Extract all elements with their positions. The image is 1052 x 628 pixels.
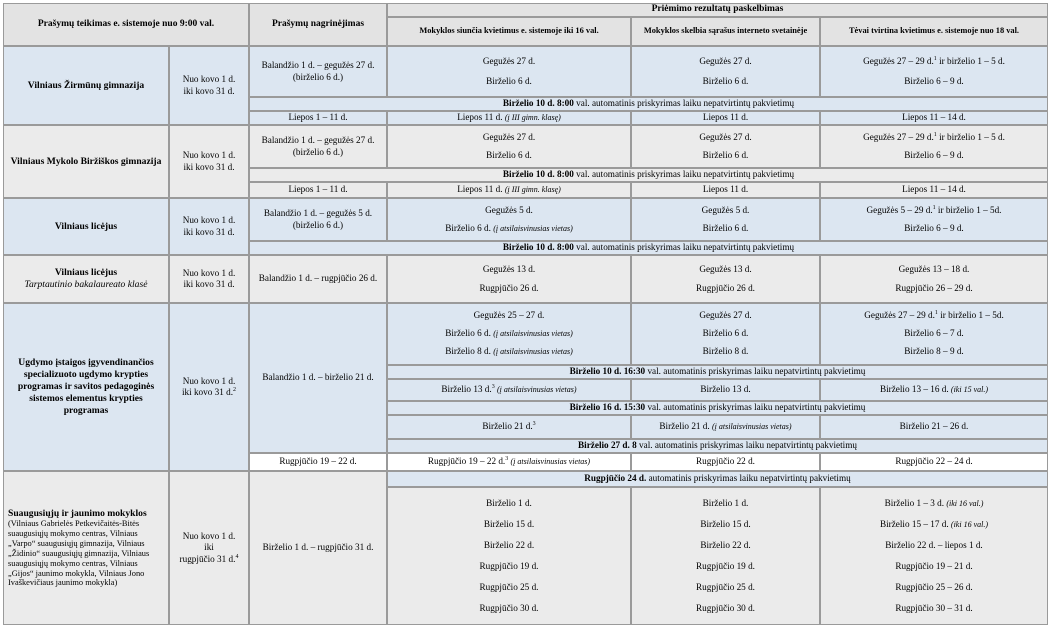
auto-assign-row: Birželio 10 d. 8:00 val. automatinis priskyrimas laiku nepatvirtintų pakvietimų (249, 168, 1048, 182)
school-birziskos: Vilniaus Mykolo Biržiškos gimnazija (3, 125, 169, 198)
school-licejus-ib: Vilniaus licėjus Tarptautinio bakalaureato klasė (3, 255, 169, 303)
specialized-aug-review: Rugpjūčio 19 – 22 d. (249, 453, 387, 471)
header-results-group: Priėmimo rezultatų paskelbimas (387, 3, 1048, 17)
birziskos-july-confirm: Liepos 11 – 14 d. (820, 182, 1048, 198)
licejus-confirm: Gegužės 5 – 29 d.$^1$ ir birželio 1 – 5d. Birželio 6 – 9 d. (820, 198, 1048, 241)
zirmunu-july-send: Liepos 11 d. (į III gimn. klasę) (387, 111, 631, 125)
zirmunu-july-review: Liepos 1 – 11 d. (249, 111, 387, 125)
specialized-send: Gegužės 25 – 27 d. Birželio 6 d. (į atsilaisvinusias vietas) Birželio 8 d. (į atsilaisvinusias vietas) (387, 303, 631, 365)
zirmunu-july-publish: Liepos 11 d. (631, 111, 820, 125)
header-submission: Prašymų teikimas e. sistemoje nuo 9:00 val. (3, 3, 249, 46)
birziskos-july-review: Liepos 1 – 11 d. (249, 182, 387, 198)
zirmunu-review: Balandžio 1 d. – gegužės 27 d. (birželio 6 d.) (249, 46, 387, 97)
header-review: Prašymų nagrinėjimas (249, 3, 387, 46)
school-zirmunu: Vilniaus Žirmūnų gimnazija (3, 46, 169, 125)
licejus-submit: Nuo kovo 1 d. iki kovo 31 d. (169, 198, 249, 255)
school-specialized: Ugdymo įstaigos įgyvendinančios specializuoto ugdymo krypties programas ir savitos pedagoginės sistemos elementus krypties programas (3, 303, 169, 471)
school-licejus: Vilniaus licėjus (3, 198, 169, 255)
birziskos-submit: Nuo kovo 1 d. iki kovo 31 d. (169, 125, 249, 198)
adult-publish: Birželio 1 d. Birželio 15 d. Birželio 22 d. Rugpjūčio 19 d. Rugpjūčio 25 d. Rugpjūčio 30 d. (631, 487, 820, 625)
licejus-review: Balandžio 1 d. – gegužės 5 d. (birželio 6 d.) (249, 198, 387, 241)
header-publish: Mokyklos skelbia sąrašus interneto svetainėje (631, 17, 820, 46)
ib-review: Balandžio 1 d. – rugpjūčio 26 d. (249, 255, 387, 303)
zirmunu-publish: Gegužės 27 d. Birželio 6 d. (631, 46, 820, 97)
specialized-confirm: Gegužės 27 – 29 d.$^1$ ir birželio 1 – 5d. Birželio 6 – 7 d. Birželio 8 – 9 d. (820, 303, 1048, 365)
specialized-submit: Nuo kovo 1 d. iki kovo 31 d.$^2$ (169, 303, 249, 471)
specialized-aug-publish: Rugpjūčio 22 d. (631, 453, 820, 471)
auto-assign-row: Birželio 16 d. 15:30 val. automatinis priskyrimas laiku nepatvirtintų pakvietimų (387, 401, 1048, 415)
ib-send: Gegužės 13 d. Rugpjūčio 26 d. (387, 255, 631, 303)
birziskos-send: Gegužės 27 d. Birželio 6 d. (387, 125, 631, 168)
school-adult: Suaugusiųjų ir jaunimo mokyklos (Vilniaus Gabrielės Petkevičaitės-Bitės suaugusiųjų mokymo centras, Vilniaus „Varpo“ suaugusiųjų gimnazija, Vilniaus „Židinio“ suaugusiųjų gimnazija, Vilniaus suaugusiųjų mokymo centras, Vilniaus „Gijos“ jaunimo mokykla, Vilniaus Jono Ivaškevičiaus jaunimo mokykla) (3, 471, 169, 625)
header-confirm: Tėvai tvirtina kvietimus e. sistemoje nuo 18 val. (820, 17, 1048, 46)
specialized-jun21-publish: Birželio 21 d. (į atsilaisvinusias vietas) (631, 415, 820, 439)
birziskos-july-send: Liepos 11 d. (į III gimn. klasę) (387, 182, 631, 198)
adult-send: Birželio 1 d. Birželio 15 d. Birželio 22 d. Rugpjūčio 19 d. Rugpjūčio 25 d. Rugpjūčio 30 d. (387, 487, 631, 625)
zirmunu-july-confirm: Liepos 11 – 14 d. (820, 111, 1048, 125)
adult-review: Birželio 1 d. – rugpjūčio 31 d. (249, 471, 387, 625)
licejus-publish: Gegužės 5 d. Birželio 6 d. (631, 198, 820, 241)
zirmunu-send: Gegužės 27 d. Birželio 6 d. (387, 46, 631, 97)
specialized-review: Balandžio 1 d. – birželio 21 d. (249, 303, 387, 453)
zirmunu-confirm: Gegužės 27 – 29 d.$^1$ ir birželio 1 – 5 d. Birželio 6 – 9 d. (820, 46, 1048, 97)
ib-publish: Gegužės 13 d. Rugpjūčio 26 d. (631, 255, 820, 303)
auto-assign-row: Birželio 10 d. 8:00 val. automatinis priskyrimas laiku nepatvirtintų pakvietimų (249, 241, 1048, 255)
specialized-jun13-confirm: Birželio 13 – 16 d. (iki 15 val.) (820, 379, 1048, 401)
birziskos-july-publish: Liepos 11 d. (631, 182, 820, 198)
birziskos-confirm: Gegužės 27 – 29 d.$^1$ ir birželio 1 – 5 d. Birželio 6 – 9 d. (820, 125, 1048, 168)
birziskos-review: Balandžio 1 d. – gegužės 27 d. (birželio 6 d.) (249, 125, 387, 168)
birziskos-publish: Gegužės 27 d. Birželio 6 d. (631, 125, 820, 168)
header-send: Mokyklos siunčia kvietimus e. sistemoje iki 16 val. (387, 17, 631, 46)
licejus-send: Gegužės 5 d. Birželio 6 d. (į atsilaisvinusias vietas) (387, 198, 631, 241)
ib-submit: Nuo kovo 1 d. iki kovo 31 d. (169, 255, 249, 303)
adult-confirm: Birželio 1 – 3 d. (iki 16 val.) Birželio 15 – 17 d. (iki 16 val.) Birželio 22 d. – liepos 1 d. Rugpjūčio 19 – 21 d. Rugpjūčio 25 – 26 d. Rugpjūčio 30 – 31 d. (820, 487, 1048, 625)
specialized-aug-confirm: Rugpjūčio 22 – 24 d. (820, 453, 1048, 471)
zirmunu-submit: Nuo kovo 1 d. iki kovo 31 d. (169, 46, 249, 125)
specialized-aug-send: Rugpjūčio 19 – 22 d.$^3$ (į atsilaisvinusias vietas) (387, 453, 631, 471)
ib-confirm: Gegužės 13 – 18 d. Rugpjūčio 26 – 29 d. (820, 255, 1048, 303)
specialized-jun13-send: Birželio 13 d.$^3$ (į atsilaisvinusias vietas) (387, 379, 631, 401)
auto-assign-row: Birželio 27 d. 8 val. automatinis priskyrimas laiku nepatvirtintų pakvietimų (387, 439, 1048, 453)
specialized-jun21-send: Birželio 21 d.$^3$ (387, 415, 631, 439)
specialized-publish: Gegužės 27 d. Birželio 6 d. Birželio 8 d. (631, 303, 820, 365)
specialized-jun13-publish: Birželio 13 d. (631, 379, 820, 401)
specialized-jun21-confirm: Birželio 21 – 26 d. (820, 415, 1048, 439)
auto-assign-row: Rugpjūčio 24 d. automatinis priskyrimas laiku nepatvirtintų pakvietimų (387, 471, 1048, 487)
auto-assign-row: Birželio 10 d. 16:30 val. automatinis priskyrimas laiku nepatvirtintų pakvietimų (387, 365, 1048, 379)
auto-assign-row: Birželio 10 d. 8:00 val. automatinis priskyrimas laiku nepatvirtintų pakvietimų (249, 97, 1048, 111)
adult-submit: Nuo kovo 1 d. iki rugpjūčio 31 d.$^4$ (169, 471, 249, 625)
